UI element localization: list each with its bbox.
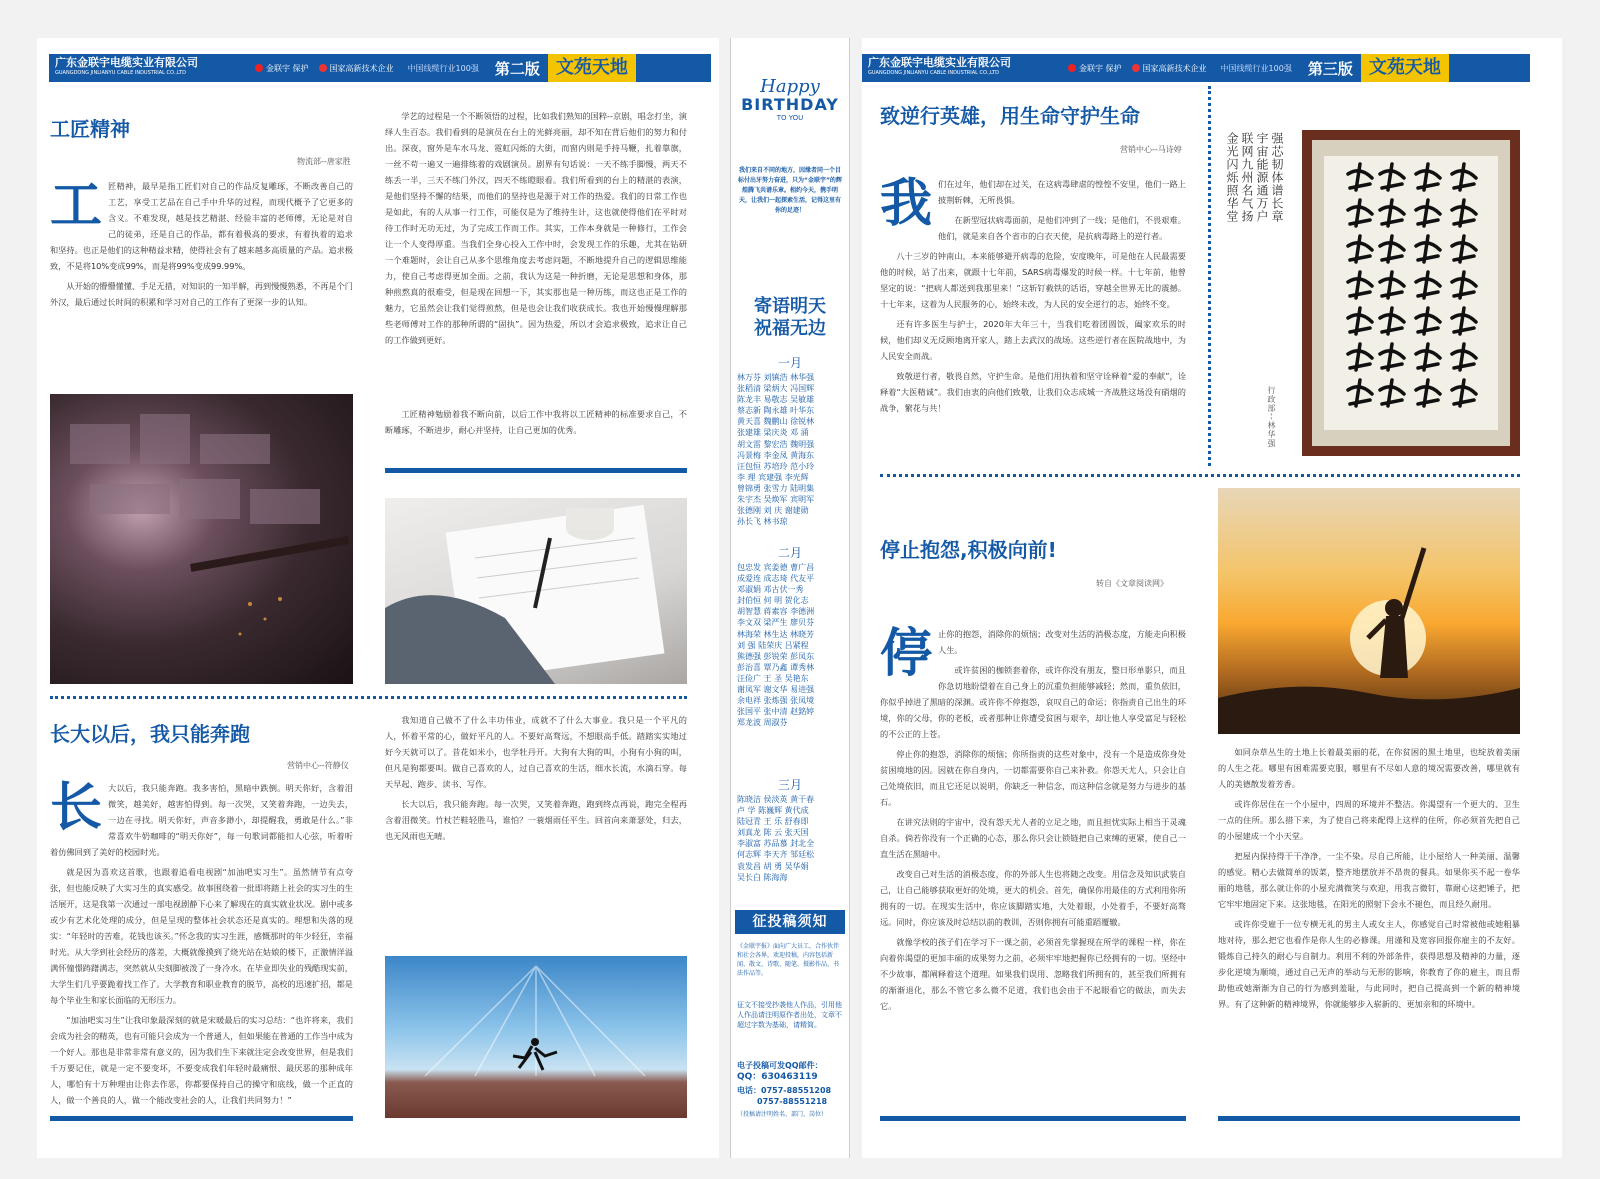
poem-line: 强芯韧体谱长章: [1270, 132, 1284, 223]
birthday-name-row: 冯景梅 李金凤 黄海东: [737, 450, 815, 460]
birthday-name-row: 彭治喜 覃乃鑫 谭秀林: [737, 662, 815, 672]
page-version: 第二版: [494, 59, 540, 78]
calligraphy-strokes: [1324, 156, 1498, 430]
birthday-name-row: 余电祥 张炼强 张凤境: [737, 696, 815, 706]
brush-stroke: [1380, 164, 1404, 190]
brush-stroke: [1416, 380, 1440, 406]
rank-text: 中国线缆行业100强: [1220, 63, 1292, 73]
page-header: [862, 54, 1530, 82]
article-body: 停 止你的抱怨，消除你的烦恼；改变对生活的消极态度，方能走向积极人生。 或许贫困的枷锁套着你，或许你没有朋友，整日形单影只，而且你急切地盼望着在自己身上的沉重负担能够减轻；然而，重负依旧，你似乎掉进了黑暗的深渊。或许你不停抱怨，哀叹自己的命运；你指责自己出生的环境，你的父母，你的老板，或者那种让你遭受贫困与艰辛，却让他人享受富足与轻松的不公正的上苍。 停止你的抱怨，消除你的烦恼；你所指责的这些对象中，没有一个是造成你身处贫困境地的因。因就在你自身内，一切都需要你自己来补救。你怨天尤人，只会让自己处境依旧，而且它还足以说明，你缺乏一种信念，而这种信念就是努力与进步的基石。 在讲究法则的宇宙中，没有怨天尤人者的立足之地，而且担忧实际上相当于灵魂自杀。倘若你没有一个正确的心态，那么你只会让锁链把自己束缚的更紧，使自己一直生活在黑暗中。 改变自己对生活的消极态度，你的外部人生也将随之改变。用信念及知识武装自己，让自己能够获取更好的处境，更大的机会。首先，确保你用最佳的方式利用你所拥有的一切。在现实生活中，你应该脚踏实地，大处着眼，小处着手，不要好高骛远。同时，你应该及时总结以前的教训，否则你拥有可能重蹈覆辙。 就像学校的孩子们在学习下一课之前，必须首先掌握现在所学的课程一样，你在向着你渴望的更加丰硕的成果努力之前，必须牢牢地把握你已经拥有的一切。坚经中不少故事，都阐释着这个道理。如果我们误用、忽略我们所拥有的，甚至我们所拥有的渐渐退化，那么不管它多么微不足道，我们也会由于不起眼看它的做法，而失去它。: [880, 626, 1186, 1011]
brush-stroke: [1380, 380, 1404, 406]
hightech-tag: 国家高新技术企业: [1132, 63, 1207, 74]
running-painting: [385, 956, 687, 1118]
submission-title: 征投稿须知: [735, 910, 845, 934]
brush-stroke: [1416, 344, 1440, 370]
writing-photo: [385, 498, 687, 684]
birthday-name-row: 汪包恒 苏培玲 范小玲: [737, 461, 815, 471]
name-list-jan: [737, 372, 843, 527]
birthday-name-row: 张稻清 梁炳大 冯国辉: [737, 384, 815, 394]
month-label: 一月: [777, 356, 802, 370]
logo-icon: [255, 64, 263, 72]
brush-stroke: [1348, 308, 1372, 334]
contact-tel: 0757-88551218: [757, 1097, 828, 1106]
brush-stroke: [1348, 236, 1372, 262]
page-header: [49, 54, 711, 82]
month-label: 三月: [777, 778, 802, 792]
divider-bar: [385, 468, 687, 473]
article-body: 我知道自己做不了什么丰功伟业，成就不了什么大事业。我只是一个平凡的人，怀着平常的心，做好平凡的人。不要好高骛远，不想眼高手低。踏踏实实地过好今天就可以了。昔花如米小，也学牡丹开。大狗有大狗的叫，小狗有小狗的叫，但凡是狗都要叫。做自己喜欢的人，过自己喜欢的生活，细水长流，水滴石穿。每天早起、跑步、读书、写作。 长大以后，我只能奔跑。每一次哭，又笑着奔跑，跑到终点再说，跑完全程再含着泪微笑。竹杖芒鞋轻胜马，谁怕？一蓑烟雨任平生。回首向来萧瑟处，归去，也无风雨也无晴。: [385, 715, 687, 841]
blessing-title: 寄语明天 祝福无边: [754, 296, 826, 339]
birthday-name-row: 林万芬 刘镇浩 林华强: [737, 373, 815, 382]
article-title: 停止抱怨,积极向前!: [880, 538, 1057, 562]
birthday-name-row: 曾锦勇 张雪力 陆明集: [737, 483, 815, 493]
birthday-name-row: 刘 强 陆荣庆 吕紧程: [737, 640, 809, 650]
birthday-name-row: 郑龙波 周淑芬: [737, 718, 788, 728]
drop-cap: 工: [50, 178, 103, 236]
drop-cap: 长: [50, 780, 103, 838]
birthday-name-row: 谢凤军 谢文华 易进强: [737, 685, 815, 695]
running-painting-art: [385, 956, 687, 1118]
article-byline: 营销中心--符静仪: [287, 761, 349, 770]
calligraphy-sheet: [1324, 156, 1498, 430]
company-name: 广东金联宇电缆实业有限公司 GUANGDONG JINLIANYU CABLE INDUSTRIAL CO.,LTD: [868, 56, 1011, 76]
craftsman-photo: [50, 394, 353, 684]
article-body: 长 大以后，我只能奔跑。我多害怕，黑暗中跌倒。明天你好，含着泪微笑，越美好，越害怕得到。每一次哭，又笑着奔跑，一边失去，一边在寻找。明天你好，声音多渺小，却提醒我，勇敢是什么。”非常喜欢牛奶咖啡的“明天你好”，每一句歌词都能扣人心弦，听着听着仿佛回到了美好的校园时光。 就是因为喜欢这首歌，也跟着追看电视剧“加油吧实习生”。虽然情节有点夸张，但也能反映了大实习生的真实感受。故事围绕着一批即将踏上社会的实习生的生活展开，这是我第一次通过一部电视剧静下心来了解现在的真实就业状况。剧中或多或少有艺术化处理的成分，但是呈现的整体社会状态还是真实的。理想和失落的现实：“年轻时的苦难，花钱也该买。”怀念我的实习生涯，感慨那时的年少轻狂，幸福时光。从大学到社会经历的落差，大概就像摸到了烧光站在姑娘的楼下，正激情洋溢满怀憧憬踌躇满志，突然就从尖刻脚被泼了一身冷水。在毕业即失业的残酷现实前，大学生们几乎要跪着找工作了。大学教育和职业教育的脱节，高校的迅速扩招，都是每个毕业生和家长面临的无形压力。 “加油吧实习生”让我印象最深刻的就是宋暖最后的实习总结：“也许将来，我们会成为社会的精英，也有可能只会成为一个普通人，但如果能在普通的工作当中成为一个好人。那也是非常非常有意义的，因为我们生下来就注定会改变世界，但是我们千万要记住，就是一定不要变坏，不要变成我们年轻时最痛恨、最厌恶的那种成年人，哪怕有十万种理由让你去作恶，你都要保持自己的操守和底线，做一个正直的人，做一个善良的人，做一个能改变社会的人，让我们共同努力！”: [50, 780, 353, 1105]
birthday-name-row: 李淑富 苏品慕 封北全: [737, 839, 815, 849]
article-title: 致逆行英雄，用生命守护生命: [880, 104, 1140, 128]
to-you-text: TO YOU: [776, 114, 804, 122]
birthday-name-row: 张国平 张中清 赵銘婷: [737, 707, 815, 717]
birthday-name-row: 蔡志新 陶永雄 叶华东: [737, 406, 815, 416]
poem-line: 宇宙能源通万户: [1255, 132, 1269, 223]
birthday-name-row: 袁发昌 胡 勇 吴华娟: [737, 861, 809, 871]
birthday-banner: [737, 78, 843, 122]
sunset-photo: [1218, 488, 1520, 734]
poem-credit: 行政部--林华强: [1267, 386, 1276, 448]
divider-bar: [1218, 1116, 1520, 1121]
article-title: 工匠精神: [50, 117, 130, 141]
logo-icon: [319, 64, 327, 72]
birthday-text: BIRTHDAY: [741, 95, 839, 114]
calligraphy-artwork: [1302, 130, 1520, 456]
birthday-name-row: 张建雄 梁庆炎 邓 涌: [737, 428, 809, 438]
month-label: 二月: [777, 546, 802, 560]
article-byline: 物流部--唐家胜: [297, 157, 351, 166]
brush-stroke: [1416, 164, 1440, 190]
brush-stroke: [1416, 308, 1440, 334]
brush-stroke: [1416, 272, 1440, 298]
column-name: 文苑天地: [548, 54, 636, 82]
birthday-name-row: 朱宇杰 吴焕军 宾明军: [737, 495, 815, 505]
birthday-name-row: 卢 学 陈巍辉 黄代成: [737, 806, 809, 816]
article-byline: 营销中心--马诗婷: [1120, 145, 1182, 154]
birthday-intro: 我们来自不同的地方，因缘者同一个目标付出牙努力奋进，只为“金联宇”的辉煌腾飞共谱乐章。相约今天，携手明天，让我们一起探索生活，记得这里有你的足迹！: [738, 167, 842, 214]
article-body: 如同杂草丛生的土地上长着最美丽的花，在你贫困的黑土地里，也绽放着美丽的人生之花。哪里有困难需要克服，哪里有不尽如人意的境况需要改善，哪里就有人的美德散发着芳香。 或许你居住在一个小屋中，四周的环境并不整洁。你渴望有一个更大的、卫生一点的住所。那么措下来，为了使自己将来配得上这样的住所，你必须首先把自己的小屋建成一个小天堂。 把屋内保持得干干净净，一尘不染。尽自己所能，让小屋给人一种美丽、温馨的感觉。精心去做简单的饭菜，整齐地摆放并不昂贵的餐具。如果你买不起一卷华丽的地毯，那么就让你的小屋充满微笑与欢迎，用我言微钉，靠耐心这把锤子，把它牢牢地固定下来。这张地毯，在阳光的照射下会永不褪色，而且经久耐用。 或许你受雇于一位专横无礼的男主人或女主人，你感觉自己时常被他或她粗暴地对待，那么把它也看作是你人生的必修课。用谨和及宽容回报你雇主的不友好。锻炼自己持久的耐心与自制力。利用不利的外部条件，获得思想及精神的力量，逐步化逆境为顺境，通过自己无声的举动与无形的影响，你教育了你的雇主，而且帮助他或她渐渐为自己的行为感到羞耻，与此同时，把自己提高到一个新的精神境界。有了这种新的精神境界，你就能够步入崭新的、更加亲和的环境中。: [1218, 747, 1520, 1009]
poem-text: [1224, 132, 1284, 252]
brush-stroke: [1380, 344, 1404, 370]
poem-line: 联网九州名气扬: [1240, 132, 1254, 223]
brush-stroke: [1452, 236, 1476, 262]
birthday-name-row: 胡文雷 黎宏浩 魏明强: [737, 439, 815, 449]
brush-stroke: [1452, 380, 1476, 406]
name-list-mar: [737, 794, 843, 883]
logo-icon: [1068, 64, 1076, 72]
brush-stroke: [1452, 272, 1476, 298]
brush-stroke: [1452, 344, 1476, 370]
birthday-name-row: 林海荣 林生达 林晓芳: [737, 629, 815, 639]
birthday-column: [730, 38, 850, 1158]
brush-stroke: [1348, 200, 1372, 226]
article-body: 工 匠精神，最早是指工匠们对自己的作品反复雕琢，不断改善自己的工艺，享受工艺品在自己手中升华的过程，而现代概予了它更多的含义。不难发现，越是技艺精湛、经验丰富的老师傅，无论是对自己的徒弟，还是自己的作品，都有着极高的要求，有着执着的追求和坚持。也正是他们的这种精益求精，使得社会有了越来越多高质量的产品。追求极致，不是将10%变成99%，而是将99%变成99.99%。 从开始的懵懵懂懂、手足无措，对知识的一知半解，再到慢慢熟悉，不再是个门外汉，最后通过长时间的积累和学习对自己的工作有了更深一步的认知。: [50, 178, 353, 307]
birthday-name-row: 封伯恒 何 明 贺化志: [737, 596, 809, 606]
birthday-name-row: 熊德强 彭锐荣 彭凤东: [737, 651, 815, 661]
article-title: 长大以后，我只能奔跑: [50, 722, 250, 746]
page-three: [862, 38, 1562, 1158]
birthday-name-row: 陈晓洁 侯淡英 黄干春: [737, 795, 815, 804]
submission-rules: 《金联宇报》面向广大员工，合作伙伴和社会各界，欢迎投稿，内容包括新闻、散文、诗歌、随笔、摄影作品、书法作品等。: [737, 943, 840, 977]
birthday-name-row: 胡智慧 蒋素容 李德洲: [737, 607, 815, 617]
brush-stroke: [1452, 164, 1476, 190]
brush-stroke: [1348, 380, 1372, 406]
column-name: 文苑天地: [1361, 54, 1449, 82]
contact-tel: 电话：0757-88551208: [737, 1086, 832, 1095]
column-divider: [1208, 86, 1211, 466]
contact-note: （投稿请注明姓名、部门、岗位）: [737, 1111, 828, 1118]
page-version: 第三版: [1307, 59, 1353, 78]
brush-stroke: [1380, 200, 1404, 226]
birthday-name-row: 李 理 宾建强 李光辉: [737, 472, 809, 482]
birthday-name-row: 黄天喜 魏鹏山 徐锐林: [737, 417, 815, 427]
sunset-photo-art: [1218, 488, 1520, 734]
birthday-name-row: 邓淑娟 邓古伏一秀: [737, 585, 804, 595]
birthday-name-row: 陆冠青 王 乐 舒春即: [737, 817, 809, 827]
article-body: 工匠精神勉励着我不断向前，以后工作中我将以工匠精神的标准要求自己，不断雕琢，不断进步，耐心并坚持，让自己更加的优秀。: [385, 409, 687, 435]
birthday-name-row: 汪俭广 王 圣 吴艳东: [737, 673, 809, 683]
brush-stroke: [1416, 200, 1440, 226]
brush-stroke: [1348, 164, 1372, 190]
page-two: [37, 38, 719, 1158]
birthday-name-row: 刘真龙 陈 云 张天国: [737, 828, 809, 838]
section-divider: [50, 696, 687, 699]
brush-stroke: [1452, 200, 1476, 226]
brand-tag: 金联宇 保护: [1068, 63, 1122, 74]
contact-label: 电子投稿可发QQ邮件：: [737, 1061, 823, 1070]
craftsman-photo-art: [50, 394, 353, 684]
birthday-name-row: 陈龙丰 易敬志 吴敏雄: [737, 395, 815, 405]
calligraphy-paper: [1312, 140, 1510, 446]
brush-stroke: [1380, 236, 1404, 262]
contact-qq: QQ：630463119: [737, 1072, 818, 1082]
article-byline: 转自《文章阅读网》: [1096, 579, 1168, 588]
divider-bar: [50, 1116, 353, 1121]
section-divider: [880, 474, 1520, 477]
poem-line: 金光闪烁照华堂: [1225, 132, 1239, 223]
hightech-tag: 国家高新技术企业: [319, 63, 394, 74]
brush-stroke: [1380, 272, 1404, 298]
writing-photo-art: [385, 498, 687, 684]
brush-stroke: [1348, 272, 1372, 298]
brush-stroke: [1416, 236, 1440, 262]
brush-stroke: [1380, 308, 1404, 334]
birthday-name-row: 何志辉 李天齐 邹廷松: [737, 850, 815, 860]
article-body: 我 们在过年，他们却在过关，在这病毒肆虐的惶惶不安里，他们一路上披荆斩棘，无所畏惧。 在新型冠状病毒面前，是他们冲到了一线；是他们，不畏艰难。他们，就是来自各个省市的白衣天使，是抗病毒路上的逆行者。 八十三岁的钟南山，本来能够避开病毒的危险，安度晚年，可是他在人民最需要他的时候，站了出来，就跟十七年前，SARS病毒爆发的时候一样。十七年前，他曾坚定的说：“把病人都送到我那里来！”这斩钉截铁的话语，穿越全世界无比的震撼。十七年来，这着为人民服务的心，始终未改，为人民的安全逆行的志，始终不变。 还有许多医生与护士，2020年大年三十，当我们吃着团圆饭，阖家欢乐的时候，他们却义无反顾地离开家人，踏上去武汉的战场。这些逆行者在医院战地中，为人民安全而战。 致敬逆行者，敬畏自然，守护生命。是他们用执着和坚守诠释着“爱的奉献”，诠释着“大医精诚”。我们由衷的向他们致敬，让我们众志成城一齐战胜这场没有硝烟的战争，繁花与共！: [880, 176, 1186, 413]
birthday-name-row: 吴长白 陈海海: [737, 872, 788, 882]
rank-text: 中国线缆行业100强: [407, 63, 479, 73]
brush-stroke: [1452, 308, 1476, 334]
happy-text: Happy: [760, 76, 820, 97]
name-list-feb: [737, 562, 843, 728]
drop-cap: 我: [880, 176, 933, 234]
birthday-name-row: 张德刚 刘 庆 谢建勋: [737, 506, 809, 516]
birthday-name-row: 成爱连 成志琦 代友平: [737, 574, 815, 584]
birthday-name-row: 包忠发 宾姜德 曹广昌: [737, 563, 815, 572]
logo-icon: [1132, 64, 1140, 72]
article-body: 学艺的过程是一个不断领悟的过程，比如我们熟知的国粹--京剧，唱念打坐，演绎人生百态。我们看到的是演员在台上的光鲜亮丽，却不知在背后他们的努力和付出。深夜，窗外是车水马龙、霓虹闪烁的大街，而窗内则是手持马鞭，扎着靠旗，一丝不苟一遍又一遍排练着的戏剧演员。剧界有句话说：一天不练手脚慢，两天不练丢一半，三天不练门外汉，四天不练瞪眼看。我们所看到的台上的精湛的表演，是他们坚持不懈的结果，而他们的坚持也是源于对工作的热爱。我们的日常工作也是如此，有的人从事一行工作，可能仅是为了维持生计，这也就使得他们在平时对待工作时无功无过，为了完成工作而工作。其实，工作本身就是一种修行，工作会让一个人变得厚重。当我们全身心投入工作中时，会发现工作的乐趣，尤其在钻研一个难题时，会让自己从多个思维角度去考虑问题，不断地提升自己的逻辑思维能力，使自己考虑得更加全面。之前，我认为这是一种折磨，无论是思想和身体，那种煎熬真的很难受，但是现在回想一下，其实那也是一种历练，而这也正是工作的魅力，它虽然会让我们觉得煎熬，但是也会让我们收获成长。我也开始慢慢理解那些老师傅对工作的那种所谓的“固执”。因为热爱，所以才会追求极致，追求让自己的工作做到更好。: [385, 111, 687, 345]
company-name: 广东金联宇电缆实业有限公司 GUANGDONG JINLIANYU CABLE INDUSTRIAL CO.,LTD: [55, 56, 198, 76]
divider-bar: [880, 1116, 1186, 1121]
drop-cap: 停: [880, 626, 933, 684]
brush-stroke: [1348, 344, 1372, 370]
birthday-name-row: 孙长飞 林书琼: [737, 517, 788, 527]
submission-rules: 征文不接受抄袭他人作品，引用他人作品请注明原作者出处，文章不超过字数为基础，请精简。: [737, 1001, 842, 1029]
brand-tag: 金联宇 保护: [255, 63, 309, 74]
birthday-name-row: 李文双 梁严生 廖贝芬: [737, 618, 815, 628]
